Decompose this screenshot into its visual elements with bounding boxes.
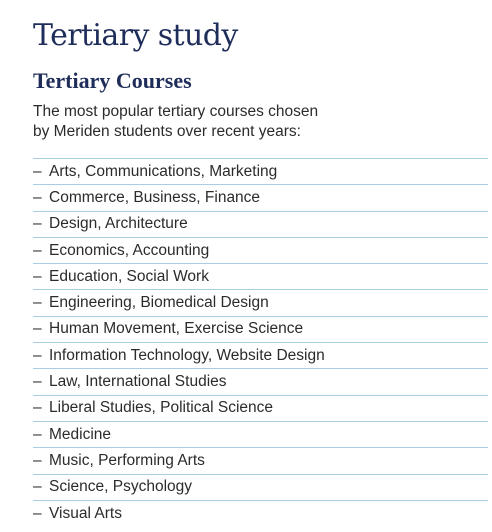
course-label: Design, Architecture [49,215,188,233]
section-title: Tertiary Courses [33,68,192,93]
intro-paragraph [33,102,453,142]
dash-bullet: – [33,373,42,391]
dash-bullet: – [33,215,42,233]
course-item [33,369,488,395]
dash-bullet: – [33,478,42,496]
course-label: Engineering, Biomedical Design [49,294,269,312]
course-label: Economics, Accounting [49,241,210,259]
intro-line-1: The most popular tertiary courses chosen [33,103,319,120]
course-list [33,158,488,526]
intro-line-2: by Meriden students over recent years: [33,123,301,140]
dash-bullet: – [33,346,42,364]
course-label: Human Movement, Exercise Science [49,320,304,338]
course-item [33,185,488,211]
course-label: Liberal Studies, Political Science [49,399,274,417]
dash-bullet: – [33,162,42,180]
course-label: Commerce, Business, Finance [49,188,261,206]
dash-bullet: – [33,267,42,285]
course-label: Education, Social Work [49,267,209,285]
dash-bullet: – [33,504,42,522]
course-item [33,475,488,501]
dash-bullet: – [33,320,42,338]
course-item [33,212,488,238]
course-label: Science, Psychology [49,478,193,496]
course-label: Arts, Communications, Marketing [49,162,278,180]
course-item [33,238,488,264]
course-item [33,396,488,422]
dash-bullet: – [33,425,42,443]
course-item [33,422,488,448]
course-label: Information Technology, Website Design [49,346,325,364]
course-item [33,264,488,290]
course-label: Visual Arts [49,504,122,522]
course-label: Music, Performing Arts [49,451,205,469]
course-item [33,448,488,474]
course-item [33,317,488,343]
dash-bullet: – [33,241,42,259]
course-item [33,290,488,316]
page-title: Tertiary study [33,18,238,53]
dash-bullet: – [33,451,42,469]
course-item [33,501,488,526]
dash-bullet: – [33,399,42,417]
course-label: Medicine [49,425,112,443]
course-item [33,343,488,369]
dash-bullet: – [33,294,42,312]
dash-bullet: – [33,188,42,206]
course-label: Law, International Studies [49,373,227,391]
course-item [33,159,488,185]
